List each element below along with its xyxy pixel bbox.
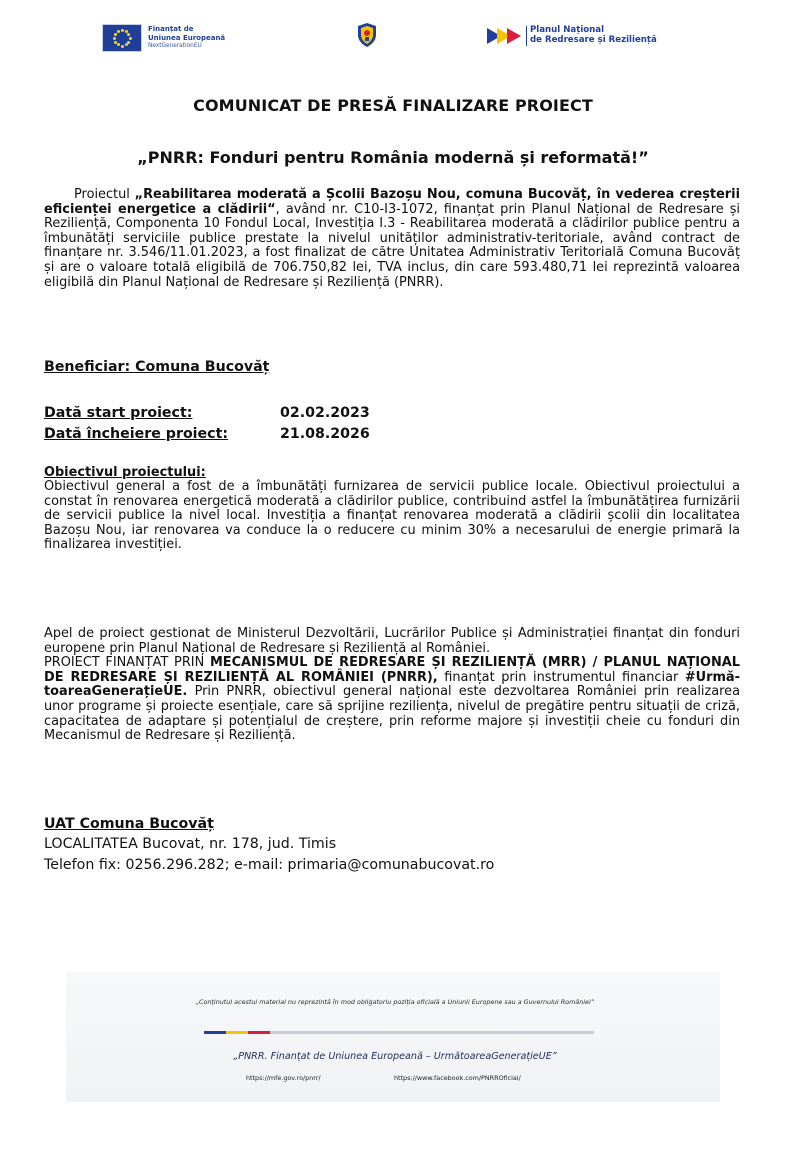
end-date-label: Dată încheiere proiect: bbox=[44, 426, 229, 442]
bar-segment-grey bbox=[270, 1031, 594, 1034]
facebook-link[interactable]: https://www.facebook.com/PNRROficial/ bbox=[394, 1074, 521, 1082]
start-date-label: Dată start proiect: bbox=[44, 405, 193, 421]
footer-slogan: „PNRR. Finanțat de Uniunea Europeană – UrmătoareaGenerațieUE” bbox=[233, 1051, 557, 1062]
romanian-coat-of-arms-icon bbox=[356, 22, 378, 48]
start-date-value: 02.02.2023 bbox=[280, 405, 370, 421]
objective-paragraph: Obiectivul general a fost de a îmbunătăți furnizarea de servicii publice locale. Obiectivul proiectului a constat în renovarea energetică moderată a clădirilor publice, contribuind astfel la îmbunătățirea furnizării de servicii publice la nivel local. Investiția a finanțat renovarea moderată a clădirii școlii din localitatea Bazoșu Nou, iar renovarea va conduce la o reducere cu minim 30% a necesarului de energie primară la finalizarea investiției. bbox=[44, 479, 740, 553]
eu-funding-logo bbox=[102, 24, 240, 52]
end-date-row bbox=[44, 424, 370, 445]
funding-line: Apel de proiect gestionat de Ministerul Dezvoltării, Lucrărilor Publice și Administrației finanțat din fonduri europene prin Planul Național de Redresare și Reziliență al României. bbox=[44, 626, 740, 656]
hashtag: #UrmătoareaGenerațieUE. bbox=[44, 669, 740, 700]
start-date-row bbox=[44, 403, 370, 424]
contact-phone-email: Telefon fix: 0256.296.282; e-mail: primaria@comunabucovat.ro bbox=[44, 857, 495, 873]
funding-paragraph bbox=[44, 627, 740, 744]
intro-paragraph: Proiectul „Reabilitarea moderată a Școlii Bazoșu Nou, comuna Bucovăț, în vederea creșterii eficienței energetice a clădirii“, având nr. C10-I3-1072, finanțat prin Planul Național de Redresare și Reziliență, Componenta 10 Fondul Local, Investiția I.3 - Reabilitarea moderată a clădirilor publice pentru a îmbunătăți serviciile publice prestate la nivelul unităților administrativ-teritoriale, având contract de finanțare nr. 3.546/11.01.2023, a fost finalizat de către Unitatea Administrativ Teritorială Comuna Bucovăț și are o valoare totală eligibilă de 706.750,82 lei, TVA inclus, din care 593.480,71 lei reprezintă valoarea eligibilă din Planul Național de Redresare și Reziliență (PNRR). bbox=[44, 187, 741, 290]
pnrr-logo bbox=[487, 26, 680, 46]
bar-segment-yellow bbox=[226, 1031, 248, 1034]
eu-flag-icon bbox=[102, 24, 142, 52]
end-date-value: 21.08.2026 bbox=[280, 426, 370, 442]
contact-title: UAT Comuna Bucovăț bbox=[44, 816, 214, 832]
eu-logo-text: Finanțat de Uniunea Europeană NextGenerationEU bbox=[148, 25, 226, 50]
eu-star bbox=[125, 43, 128, 46]
eu-star bbox=[129, 37, 132, 40]
eu-star bbox=[121, 29, 124, 32]
pnrr-logo-text: Planul Național de Redresare și Reziliență bbox=[526, 26, 680, 46]
footer-background bbox=[66, 972, 720, 1102]
eu-star bbox=[121, 45, 124, 48]
bar-segment-red bbox=[248, 1031, 270, 1034]
page-subtitle: „PNRR: Fonduri pentru România modernă și reformată!” bbox=[137, 148, 649, 167]
bar-segment-blue bbox=[204, 1031, 226, 1034]
footer-disclaimer: „Conținutul acestui material nu reprezintă în mod obligatoriu poziția oficială a Uniunii Europene sau a Guvernului României” bbox=[195, 998, 595, 1006]
funding-details: PROIECT FINANȚAT PRIN MECANISMUL DE REDRESARE ȘI REZILIENȚĂ (MRR) / PLANUL NAȚIONAL DE REDRESARE ȘI REZILIENȚĂ AL ROMÂNIEI (PNRR), finanțat prin instrumentul financiar #UrmătoareaGenerațieUE. Prin PNRR, obiectivul general național este dezvoltarea României prin realizarea unor programe și proiecte esențiale, care să sprijine reziliența, nivelul de pregătire pentru situații de criză, capacitatea de adaptare și potențialul de creștere, prin reforme majore și investiții cheie cu fonduri din Mecanismul de Redresare și Reziliență. bbox=[44, 655, 740, 744]
project-name: „Reabilitarea moderată a Școlii Bazoșu Nou, comuna Bucovăț, în vederea creșterii eficienței energetice a clădirii“ bbox=[44, 187, 741, 217]
page-title: COMUNICAT DE PRESĂ FINALIZARE PROIECT bbox=[193, 96, 593, 115]
beneficiary-heading: Beneficiar: Comuna Bucovăț bbox=[44, 359, 270, 375]
project-dates bbox=[44, 403, 370, 445]
eu-star bbox=[127, 33, 130, 36]
eu-star bbox=[117, 43, 120, 46]
mfe-link[interactable]: https://mfe.gov.ro/pnrr/ bbox=[246, 1074, 321, 1082]
eu-star bbox=[127, 41, 130, 44]
eu-star bbox=[114, 33, 117, 36]
objective-heading: Obiectivul proiectului: bbox=[44, 465, 206, 480]
eu-star bbox=[114, 41, 117, 44]
pnrr-arrow-icon bbox=[487, 26, 523, 46]
footer-color-bar bbox=[204, 1031, 594, 1034]
eu-star bbox=[113, 37, 116, 40]
contact-address: LOCALITATEA Bucovat, nr. 178, jud. Timis bbox=[44, 836, 337, 852]
footer-links bbox=[180, 1074, 600, 1082]
eu-star bbox=[117, 30, 120, 33]
